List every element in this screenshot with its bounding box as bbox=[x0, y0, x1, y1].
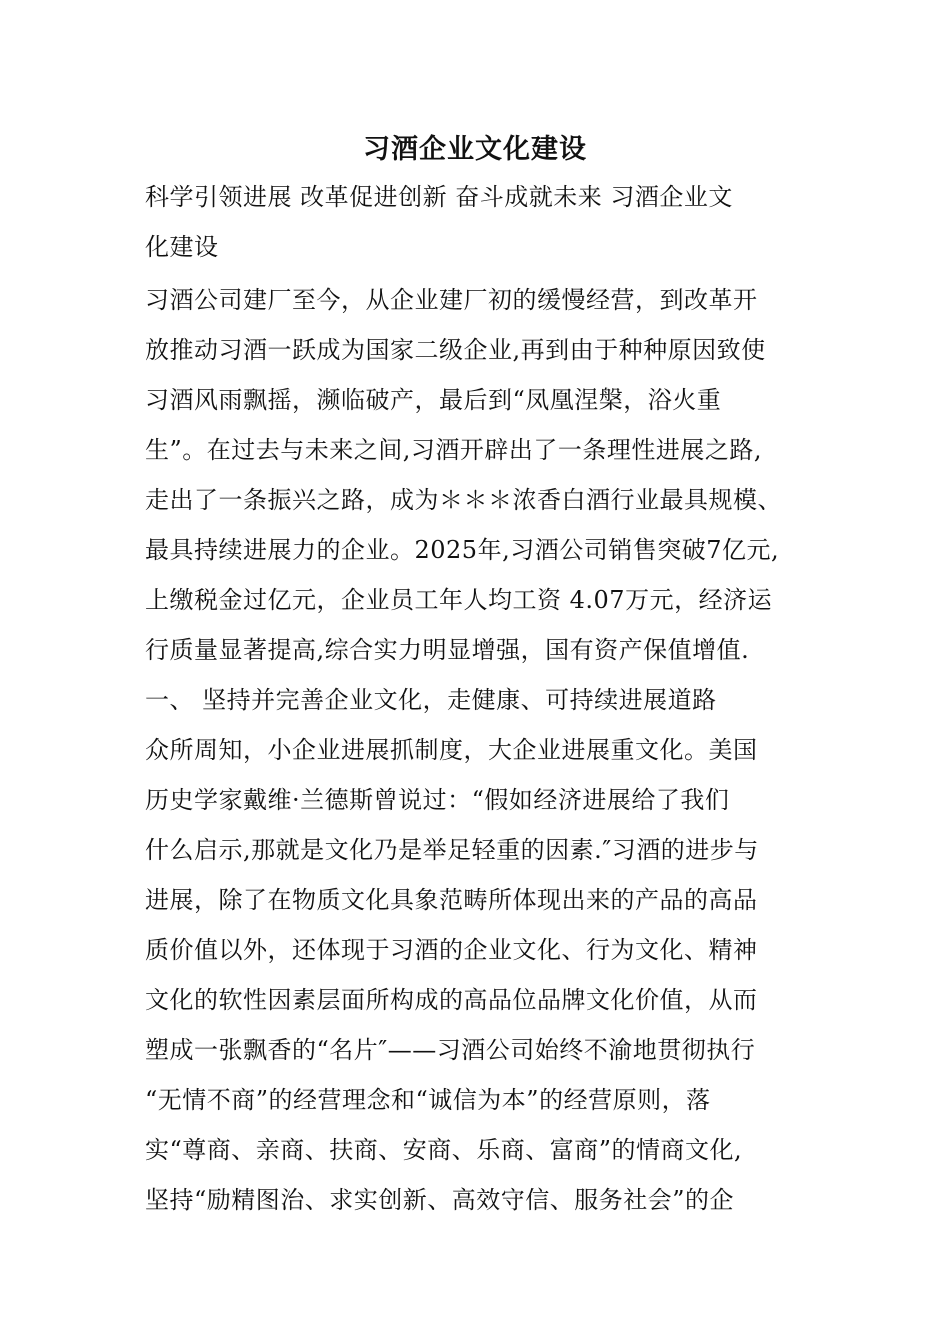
body-line: 进展，除了在物质文化具象范畴所体现出来的产品的高品 bbox=[145, 886, 758, 914]
body-line: 质价值以外，还体现于习酒的企业文化、行为文化、精神 bbox=[145, 936, 758, 964]
subtitle-line-1: 科学引领进展 改革促进创新 奋斗成就未来 习酒企业文 bbox=[145, 183, 733, 211]
body-line: 行质量显著提高,综合实力明显增强，国有资产保值增值. bbox=[145, 636, 750, 664]
body-line: 最具持续进展力的企业。2025年,习酒公司销售突破7亿元, bbox=[145, 536, 780, 564]
body-line: 习酒风雨飘摇，濒临破产，最后到“凤凰涅槃，浴火重 bbox=[145, 386, 722, 414]
body-line: 实“尊商、亲商、扶商、安商、乐商、富商”的情商文化, bbox=[145, 1136, 743, 1164]
subtitle-line-2: 化建设 bbox=[145, 233, 219, 261]
body-line: 生”。在过去与未来之间,习酒开辟出了一条理性进展之路, bbox=[145, 436, 763, 464]
body-line: 文化的软性因素层面所构成的高品位品牌文化价值，从而 bbox=[145, 986, 758, 1014]
body-line: 习酒公司建厂至今，从企业建厂初的缓慢经营，到改革开 bbox=[145, 286, 758, 314]
body-line: 上缴税金过亿元，企业员工年人均工资 4.07万元，经济运 bbox=[145, 586, 773, 614]
body-line: 走出了一条振兴之路，成为＊＊＊浓香白酒行业最具规模、 bbox=[145, 486, 782, 514]
section-heading: 一、 坚持并完善企业文化，走健康、可持续进展道路 bbox=[145, 686, 717, 714]
document-title: 习酒企业文化建设 bbox=[363, 134, 587, 165]
body-line: 什么启示,那就是文化乃是举足轻重的因素.″习酒的进步与 bbox=[145, 836, 759, 864]
body-line: 坚持“励精图治、求实创新、高效守信、服务社会”的企 bbox=[145, 1186, 735, 1214]
body-line: 众所周知，小企业进展抓制度，大企业进展重文化。美国 bbox=[145, 736, 758, 764]
body-line: 放推动习酒一跃成为国家二级企业,再到由于种种原因致使 bbox=[145, 336, 766, 364]
body-line: 塑成一张飘香的“名片″——习酒公司始终不渝地贯彻执行 bbox=[145, 1036, 756, 1064]
body-line: 历史学家戴维·兰德斯曾说过：“假如经济进展给了我们 bbox=[145, 786, 730, 814]
body-line: “无情不商”的经营理念和“诚信为本”的经营原则，落 bbox=[145, 1086, 711, 1114]
